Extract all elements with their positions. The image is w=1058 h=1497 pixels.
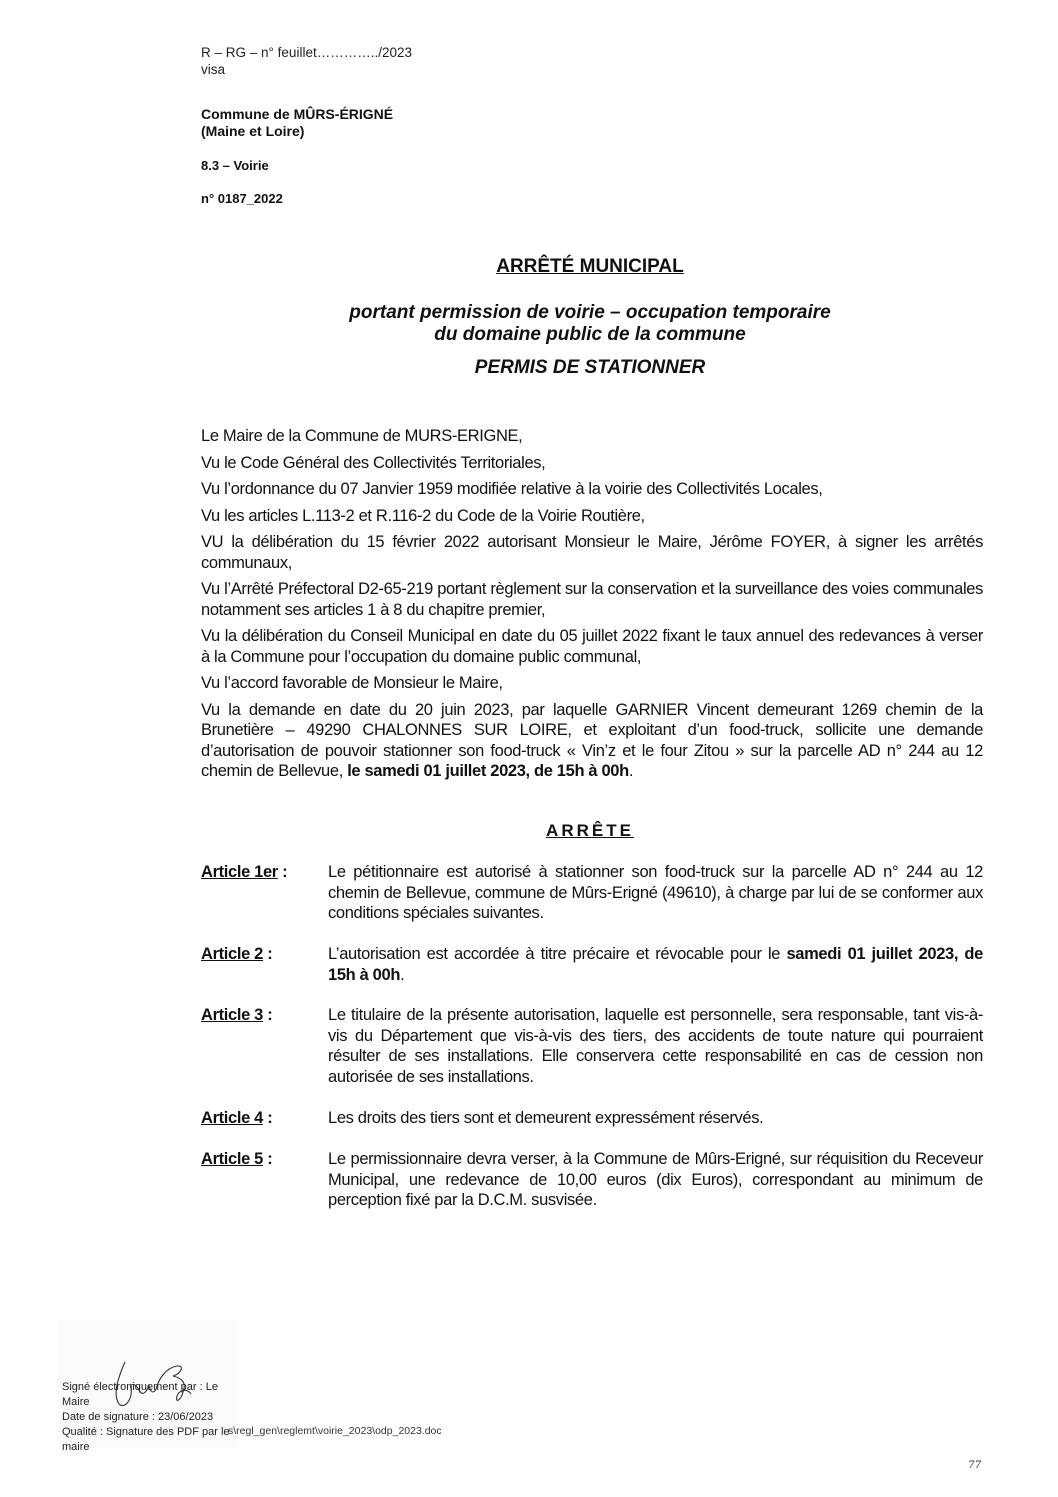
article-label [201,862,287,883]
commune-block [201,106,393,140]
article-label-text: Article 2 [201,945,263,963]
article-label [201,944,272,965]
document-reference [201,44,412,78]
article-label-text: Article 4 [201,1109,263,1127]
subtitle-line-1: portant permission de voirie – occupation temporaire [349,302,831,323]
page-title: ARRÊTÉ MUNICIPAL [496,256,684,277]
preamble-item: Vu l’accord favorable de Monsieur le Maire, [201,674,503,692]
article-label [201,1149,272,1170]
article-5 [201,1149,983,1211]
article-label-text: Article 1er [201,863,278,881]
article-label-text: Article 5 [201,1150,263,1168]
signed-by: Signé électroniquement par : Le Maire [62,1381,218,1408]
arrete-heading: ARRÊTE [546,821,634,840]
demande-end: . [628,762,634,780]
article-label [201,1108,272,1129]
demande-date: le samedi 01 juillet 2023, de 15h à 00h [347,762,629,780]
decree-number: n° 0187_2022 [201,191,283,206]
page-number: 77 [968,1459,982,1471]
signature-quality: Qualité : Signature des PDF par le maire [62,1426,230,1453]
preamble [201,426,983,788]
preamble-item: Vu le Code Général des Collectivités Territoriales, [201,453,546,472]
commune-name: Commune de MÛRS-ÉRIGNÉ [201,106,394,122]
article-label [201,1005,272,1026]
subtitle-line-2: du domaine public de la commune [434,324,746,345]
section-code: 8.3 – Voirie [201,158,269,173]
article-label-text: Article 3 [201,1006,263,1024]
article-3 [201,1005,983,1087]
permis-heading: PERMIS DE STATIONNER [474,357,706,378]
preamble-demande [201,700,983,782]
article-text-end: . [400,965,405,984]
commune-department: (Maine et Loire) [201,123,305,139]
article-label-colon: : [262,1006,273,1024]
preamble-item: Vu la délibération du Conseil Municipal en date du 05 juillet 2022 fixant le taux annuel des redevances à verser à la Commune pour l’occupation du domaine public communal, [201,627,983,666]
article-text-main: L’autorisation est accordée à titre précaire et révocable pour le [328,945,787,963]
article-text: Le permissionnaire devra verser, à la Commune de Mûrs-Erigné, sur réquisition du Receveur Municipal, une redevance de 10,00 euros (dix Euros), correspondant au minimum de perception fixé par la D.C.M. susvisée. [328,1150,983,1209]
article-text: Le titulaire de la présente autorisation, laquelle est personnelle, sera responsable, tant vis-à-vis du Département que vis-à-vis des tiers, des accidents de toute nature qui pourraient résulter de ses installations. Elle conservera cette responsabilité en cas de cession non autorisée de ses installations. [328,1006,983,1086]
signature-date: Date de signature : 23/06/2023 [62,1411,214,1423]
article-text: Les droits des tiers sont et demeurent expressément réservés. [328,1109,764,1127]
article-label-colon: : [262,945,273,963]
article-1 [201,862,983,924]
article-label-colon: : [262,1150,273,1168]
demande-text: Vu la demande en date du 20 juin 2023, par laquelle GARNIER Vincent demeurant 1269 chemin de la Brunetière – 49290 CHALONNES SUR LOIRE, et exploitant d’un food-truck, sollicite une demande d’autorisation de pouvoir stationner son food-truck « Vin’z et le four Zitou » sur la parcelle AD n° 244 au 12 chemin de Bellevue, [201,700,983,780]
article-label-colon: : [262,1109,273,1127]
preamble-item: Vu les articles L.113-2 et R.116-2 du Code de la Voirie Routière, [201,506,645,525]
article-2 [201,944,983,985]
article-4 [201,1108,983,1129]
reference-line: R – RG – n° feuillet…………../2023 [201,45,412,60]
file-path: s\regl_gen\reglemt\voirie_2023\odp_2023.doc [228,1425,442,1437]
subtitle [300,302,880,346]
article-label-colon: : [277,863,288,881]
preamble-item: Vu l’ordonnance du 07 Janvier 1959 modifiée relative à la voirie des Collectivités Locales, [201,480,823,498]
article-date: samedi 01 juillet 2023, de 15h à 00h [328,945,983,984]
visa-label: visa [201,62,226,77]
article-text: Le pétitionnaire est autorisé à stationner son food-truck sur la parcelle AD n° 244 au 12 chemin de Bellevue, commune de Mûrs-Erigné (49610), à charge par lui de se conformer aux conditions spéciales suivantes. [328,863,983,922]
signature-info [62,1380,237,1455]
article-text [328,944,983,985]
preamble-item: Le Maire de la Commune de MURS-ERIGNE, [201,427,523,445]
preamble-item: Vu l’Arrêté Préfectoral D2-65-219 portant règlement sur la conservation et la surveillance des voies communales notamment ses articles 1 à 8 du chapitre premier, [201,580,983,619]
preamble-item: VU la délibération du 15 février 2022 autorisant Monsieur le Maire, Jérôme FOYER, à signer les arrêtés communaux, [201,533,983,572]
